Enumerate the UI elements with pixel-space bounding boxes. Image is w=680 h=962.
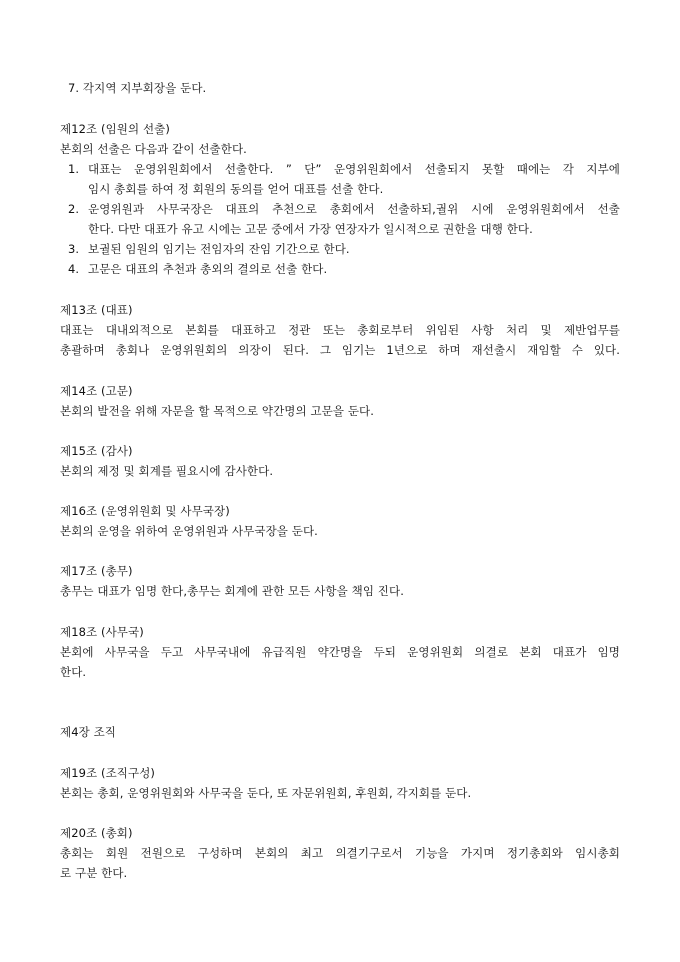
article-13-text-line2: 총괄하며 총회나 운영위원회의 의장이 된다. 그 임기는 1년으로 하며 재선출시 재임할 수 있다. bbox=[60, 343, 620, 357]
article-17-text: 총무는 대표가 임명 한다,총무는 회계에 관한 모든 사항을 책임 진다. bbox=[60, 584, 404, 598]
article-19-text: 본회는 총회, 운영위원회와 사무국을 둔다, 또 자문위원회, 후원회, 각지회를 둔다. bbox=[60, 786, 472, 800]
list-item-text-continued: 한다. 다만 대표가 유고 시에는 고문 중에서 가장 연장자가 일시적으로 권한을 대행 한다. bbox=[88, 222, 533, 236]
article-18-text-line1: 본회에 사무국을 두고 사무국내에 유급직원 약간명을 두되 운영위원회 의결로 본회 대표가 임명 bbox=[60, 645, 620, 659]
article-16-title: 제16조 (운영위원회 및 사무국장) bbox=[60, 504, 230, 518]
article-12-intro: 본회의 선출은 다음과 같이 선출한다. bbox=[60, 142, 247, 156]
chapter-4-title: 제4장 조직 bbox=[60, 725, 117, 739]
list-item-text: 고문은 대표의 추천과 총외의 결의로 선출 한다. bbox=[88, 262, 328, 276]
article-19-title: 제19조 (조직구성) bbox=[60, 766, 156, 780]
article-16-text: 본회의 운영을 위하여 운영위원과 사무국장을 둔다. bbox=[60, 524, 318, 538]
article-14-text: 본회의 발전을 위해 자문을 할 목적으로 약간명의 고문을 둔다. bbox=[60, 404, 375, 418]
list-item-number: 4. bbox=[68, 262, 80, 276]
list-item-text-continued: 임시 총회를 하여 정 회원의 동의를 얻어 대표를 선출 한다. bbox=[88, 182, 384, 196]
article-13-text-line1: 대표는 대내외적으로 본회를 대표하고 정관 또는 총회로부터 위임된 사항 처리 및 제반업무를 bbox=[60, 323, 620, 337]
article-20-title: 제20조 (총회) bbox=[60, 826, 133, 840]
article-17-title: 제17조 (총무) bbox=[60, 564, 133, 578]
list-item-text: 보궐된 임원의 임기는 전임자의 잔임 기간으로 한다. bbox=[88, 242, 350, 256]
article-14-title: 제14조 (고문) bbox=[60, 384, 133, 398]
list-item-text: 대표는 운영위원회에서 선출한다. ” 단” 운영위원회에서 선출되지 못할 때에는 각 지부에 bbox=[88, 162, 620, 176]
list-item-number: 2. bbox=[68, 202, 80, 216]
article-20-text-line2: 로 구분 한다. bbox=[60, 866, 128, 880]
article-18-text-line2: 한다. bbox=[60, 665, 87, 679]
article-15-text: 본회의 제정 및 회계를 필요시에 감사한다. bbox=[60, 464, 274, 478]
article-13-title: 제13조 (대표) bbox=[60, 303, 133, 317]
list-item-number: 1. bbox=[68, 162, 80, 176]
article-12-title: 제12조 (임원의 선출) bbox=[60, 122, 170, 136]
article-20-text-line1: 총회는 회원 전원으로 구성하며 본회의 최고 의결기구로서 기능을 가지며 정기총회와 임시총회 bbox=[60, 846, 620, 860]
list-item-number: 3. bbox=[68, 242, 80, 256]
article-15-title: 제15조 (감사) bbox=[60, 444, 133, 458]
article-11-item-7: 7. 각지역 지부회장을 둔다. bbox=[68, 81, 207, 95]
article-18-title: 제18조 (사무국) bbox=[60, 625, 144, 639]
list-item-text: 운영위원과 사무국장은 대표의 추천으로 총회에서 선출하되,궐위 시에 운영위원회에서 선출 bbox=[88, 202, 620, 216]
